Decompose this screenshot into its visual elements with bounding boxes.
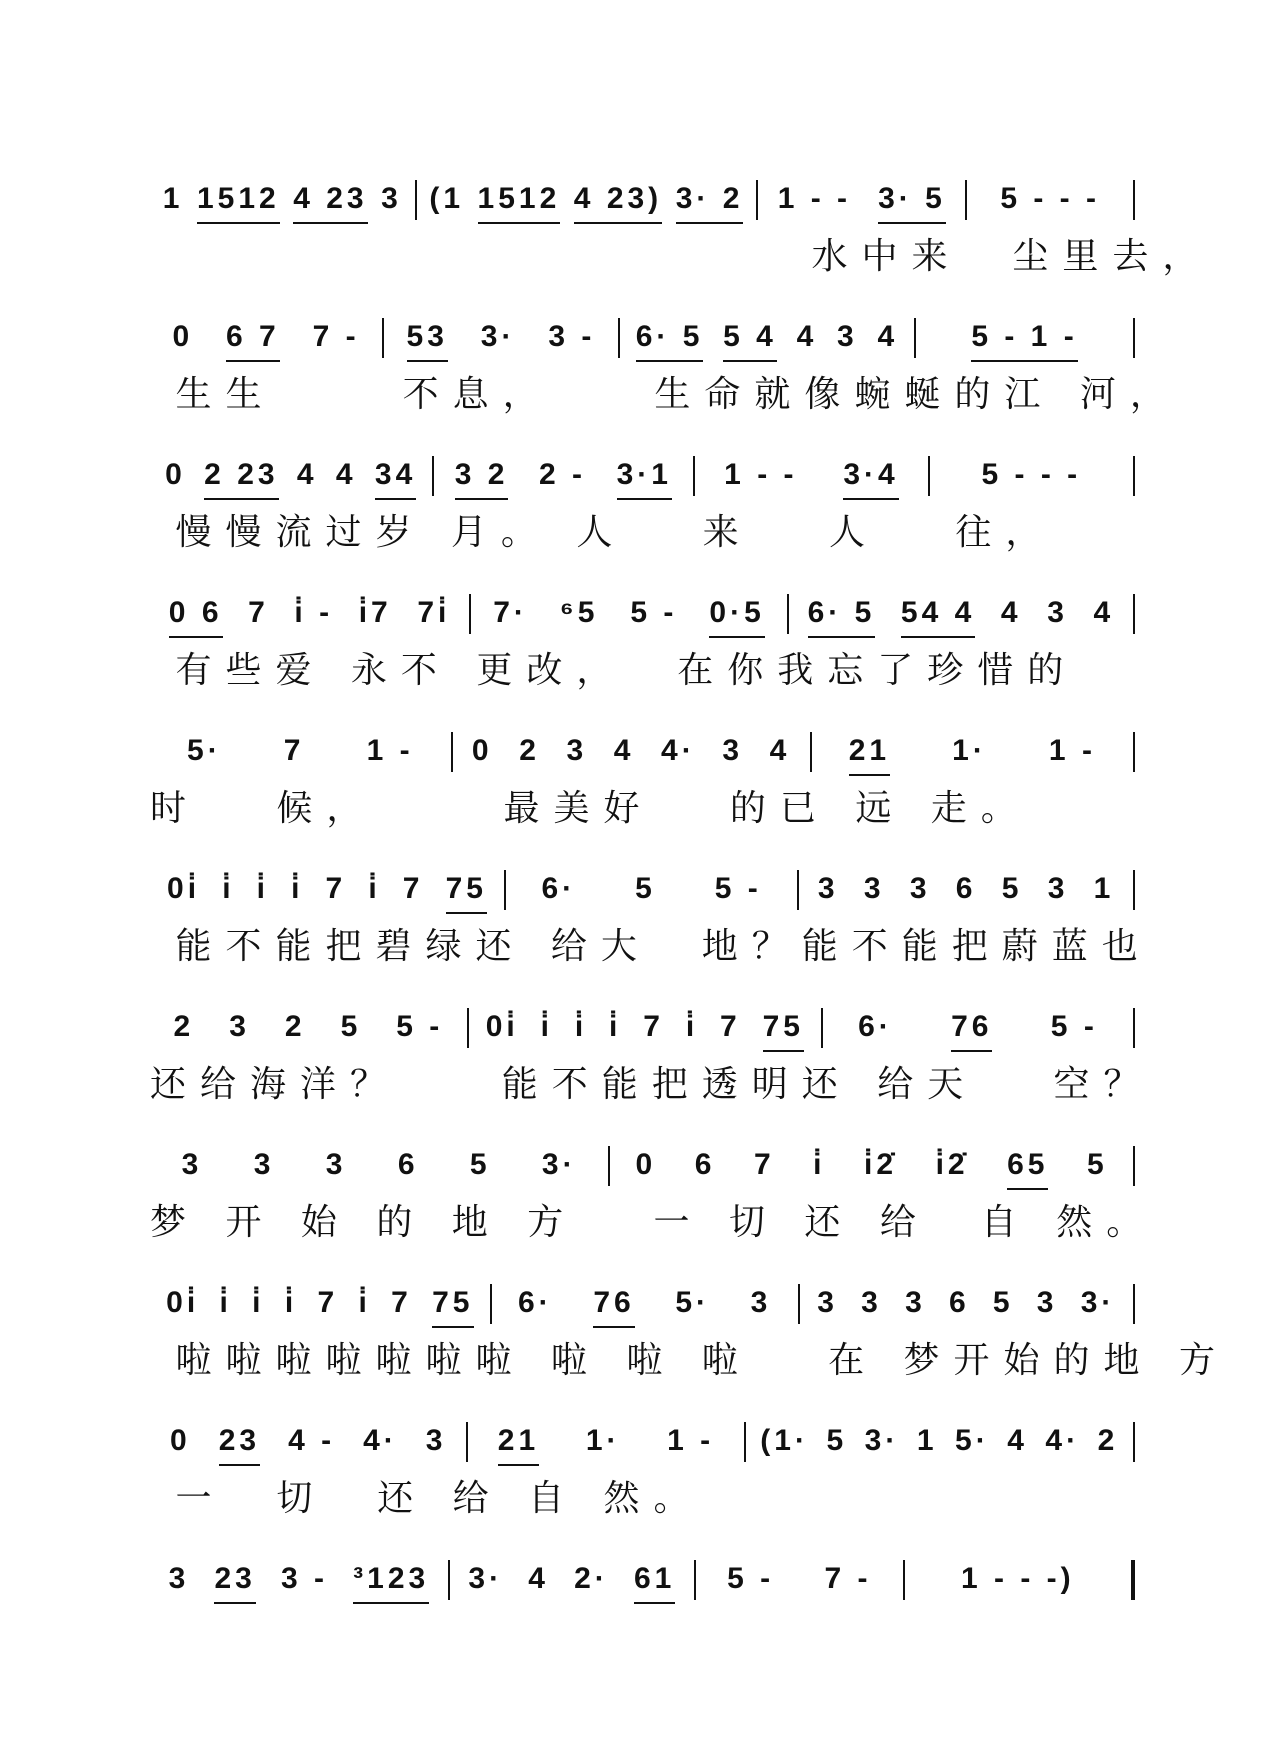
note-group: 1· — [952, 734, 987, 767]
note-group: 3 — [1047, 596, 1068, 629]
note-group: 4· — [363, 1424, 398, 1457]
measure — [469, 1000, 821, 1052]
note-group: i̇ — [685, 1010, 699, 1043]
notation-line — [150, 1552, 1135, 1604]
score-row — [150, 150, 1213, 288]
note-group: 6 — [955, 872, 977, 905]
score-row — [150, 1392, 1135, 1530]
note-group: 5 — [1001, 872, 1023, 905]
note-group: (1 — [429, 182, 465, 215]
measure — [905, 1552, 1131, 1604]
note-group: 3 — [253, 1148, 275, 1181]
notation-line — [150, 1276, 1135, 1328]
note-group: 3 — [229, 1010, 250, 1043]
measure — [620, 310, 914, 362]
barline — [1133, 180, 1135, 220]
note-group: 5· — [955, 1424, 990, 1457]
note-group: 1 — [162, 182, 184, 215]
note-group: 4 — [877, 320, 899, 353]
note-group: 4 — [613, 734, 635, 767]
lyrics-line: 水中来 尘里去， — [150, 236, 1213, 277]
note-group: 4 — [796, 320, 818, 353]
note-group: 3 — [909, 872, 931, 905]
note-group: 5 — [469, 1148, 491, 1181]
note-group: 75 — [446, 872, 487, 914]
note-group: 5 — [340, 1010, 362, 1043]
note-group: 0 — [165, 458, 186, 491]
note-group: 0i̇ — [485, 1010, 519, 1043]
notation-line — [150, 172, 1135, 224]
note-group: 3 — [905, 1286, 926, 1319]
score-row — [150, 426, 1135, 564]
note-group: 2 — [173, 1010, 195, 1043]
note-group: 6 7 — [226, 320, 280, 362]
barline — [1133, 1008, 1135, 1048]
barline — [1133, 1422, 1135, 1462]
barline — [1133, 594, 1135, 634]
note-group: 0 — [635, 1148, 657, 1181]
note-group: 1· — [585, 1424, 621, 1457]
note-group: 75 — [432, 1286, 473, 1328]
note-group: 5 - 1 - — [971, 320, 1077, 362]
notation-line — [150, 448, 1135, 500]
measure — [695, 448, 927, 500]
measure — [800, 1276, 1133, 1328]
note-group: 2· — [574, 1562, 609, 1595]
note-group: 3 — [168, 1562, 190, 1595]
note-group: i̇ — [219, 1286, 232, 1319]
lyrics-line: 能不能把碧绿还 给大 地？能不能把蔚蓝也 — [150, 926, 1152, 967]
lyrics-line: 慢慢流过岁 月。 人 来 人 往， — [150, 512, 1056, 553]
note-group: 6· — [541, 872, 577, 905]
note-group: 76 — [593, 1286, 634, 1328]
note-group: 1 - - -) — [961, 1562, 1075, 1595]
note-group: 21 — [849, 734, 890, 776]
measure — [930, 448, 1133, 500]
measure — [450, 1552, 694, 1604]
measure — [823, 1000, 1133, 1052]
measure — [150, 862, 504, 914]
note-group: 3 — [722, 734, 744, 767]
barline — [1133, 318, 1135, 358]
score-row — [150, 564, 1135, 702]
measure — [471, 586, 787, 638]
measure — [150, 1000, 467, 1052]
note-group: 5 — [992, 1286, 1014, 1319]
note-group: 3· 2 — [676, 182, 744, 224]
note-group: 3 — [1036, 1286, 1058, 1319]
note-group: 4 - — [288, 1424, 336, 1457]
music-score — [150, 150, 1229, 1668]
note-group: 4· — [1045, 1424, 1081, 1457]
notation-line — [150, 862, 1135, 914]
barline — [1133, 1146, 1135, 1186]
note-group: 1 - — [366, 734, 414, 767]
note-group: 75 — [763, 1010, 804, 1052]
measure — [150, 310, 382, 362]
measure — [150, 724, 451, 776]
measure — [150, 172, 415, 224]
note-group: 3· — [468, 1562, 504, 1595]
measure — [916, 310, 1133, 362]
note-group: i̇ — [540, 1010, 553, 1043]
note-group: 3 - — [280, 1562, 328, 1595]
note-group: 5 - — [1050, 1010, 1098, 1043]
measure — [789, 586, 1133, 638]
barline — [1133, 870, 1135, 910]
note-group: 4 — [1093, 596, 1115, 629]
note-group: 1512 — [478, 182, 561, 224]
note-group: 34 — [375, 458, 416, 500]
note-group: i̇2̇ — [864, 1148, 898, 1181]
note-group: 4 — [1007, 1424, 1028, 1457]
lyrics-line — [150, 1608, 1135, 1656]
measure — [468, 1414, 743, 1466]
note-group: ³123 — [353, 1562, 429, 1604]
note-group: 2 — [1097, 1424, 1119, 1457]
score-row — [150, 840, 1152, 978]
note-group: i̇ — [358, 1286, 371, 1319]
lyrics-line: 生生 不息， 生命就像蜿蜒的江 河， — [150, 374, 1180, 415]
measure — [150, 448, 432, 500]
lyrics-line: 啦啦啦啦啦啦啦 啦 啦 啦 在 梦开始的地 方 — [150, 1340, 1229, 1381]
lyrics-line: 梦 开 始 的 地 方 一 切 还 给 自 然。 — [150, 1202, 1157, 1243]
notation-line — [150, 586, 1135, 638]
note-group: 6 — [397, 1148, 419, 1181]
note-group: 7 — [283, 734, 305, 767]
note-group: i̇ - — [294, 596, 334, 629]
note-group: 0 — [172, 320, 194, 353]
barline — [1133, 732, 1135, 772]
note-group: 5 - — [396, 1010, 444, 1043]
note-group: 1 - — [1048, 734, 1096, 767]
note-group: 5 — [635, 872, 656, 905]
note-group: 3 — [1047, 872, 1069, 905]
score-row — [150, 1254, 1229, 1392]
note-group: 3· — [541, 1148, 577, 1181]
note-group: 1 - - — [724, 458, 798, 491]
note-group: i̇ — [291, 872, 304, 905]
note-group: 6· 5 — [636, 320, 704, 362]
note-group: 7 - — [312, 320, 360, 353]
note-group: 4 23) — [574, 182, 662, 224]
note-group: 7 — [753, 1148, 775, 1181]
note-group: 3·4 — [843, 458, 898, 500]
note-group: 0 — [170, 1424, 191, 1457]
note-group: 1512 — [197, 182, 280, 224]
note-group: 3 — [181, 1148, 203, 1181]
note-group: 7 — [720, 1010, 741, 1043]
note-group: 6· — [858, 1010, 893, 1043]
note-group: 5 4 — [723, 320, 777, 362]
note-group: 7 — [317, 1286, 339, 1319]
score-row — [150, 1116, 1157, 1254]
lyrics-line: 时 候， 最美好 的已 远 走。 — [150, 788, 1031, 829]
note-group: 3· 5 — [878, 182, 946, 224]
note-group: 3 — [817, 872, 839, 905]
note-group: 7 — [248, 596, 269, 629]
note-group: 7 — [402, 872, 424, 905]
note-group: 23 — [214, 1562, 255, 1604]
note-group: i̇ — [574, 1010, 588, 1043]
note-group: 5 - — [714, 872, 762, 905]
note-group: 4 — [769, 734, 791, 767]
note-group: 3·1 — [617, 458, 672, 500]
notation-line — [150, 1414, 1135, 1466]
note-group: i̇ — [368, 872, 381, 905]
note-group: 2 23 — [204, 458, 278, 500]
note-group: 0i̇ — [166, 1286, 200, 1319]
note-group: 3 — [837, 320, 858, 353]
note-group: 3 — [325, 1148, 347, 1181]
note-group: 2 — [284, 1010, 306, 1043]
notation-line — [150, 1138, 1135, 1190]
note-group: 5· — [675, 1286, 710, 1319]
note-group: ⁶5 — [559, 596, 599, 629]
measure — [150, 1414, 466, 1466]
note-group: 5 — [1087, 1148, 1108, 1181]
note-group: 7 - — [824, 1562, 872, 1595]
note-group: 61 — [634, 1562, 675, 1604]
note-group: 0i̇ — [167, 872, 201, 905]
note-group: 1 — [916, 1424, 938, 1457]
note-group: 76 — [951, 1010, 992, 1052]
note-group: 3 — [381, 182, 402, 215]
measure — [967, 172, 1133, 224]
note-group: 7 — [391, 1286, 412, 1319]
lyrics-line: 一 切 还 给 自 然。 — [150, 1478, 704, 1519]
measure — [506, 862, 797, 914]
notation-line — [150, 1000, 1135, 1052]
measure — [746, 1414, 1133, 1466]
score-row — [150, 1530, 1135, 1668]
final-barline — [1131, 1560, 1135, 1600]
note-group: 0·5 — [709, 596, 764, 638]
note-group: i̇ — [256, 872, 269, 905]
note-group: 5· — [187, 734, 222, 767]
note-group: 1 - — [667, 1424, 715, 1457]
score-row — [150, 978, 1154, 1116]
note-group: 2 - — [539, 458, 587, 491]
note-group: 7i̇ — [417, 596, 451, 629]
note-group: 65 — [1007, 1148, 1048, 1190]
lyrics-line: 有些爱 永不 更改， 在你我忘了珍惜的 — [150, 650, 1078, 691]
note-group: 3 — [817, 1286, 838, 1319]
note-group: 6· — [518, 1286, 553, 1319]
measure — [417, 172, 757, 224]
note-group: 23 — [219, 1424, 260, 1466]
measure — [150, 1552, 448, 1604]
measure — [150, 1138, 608, 1190]
note-group: 53 — [407, 320, 448, 362]
note-group: 5 — [826, 1424, 848, 1457]
note-group: 7 — [643, 1010, 664, 1043]
note-group: 6 — [948, 1286, 970, 1319]
note-group: 7 — [325, 872, 347, 905]
note-group: 21 — [498, 1424, 539, 1466]
note-group: i̇7 — [358, 596, 392, 629]
note-group: 4 — [1000, 596, 1022, 629]
note-group: 3 - — [548, 320, 596, 353]
note-group: i̇ — [284, 1286, 298, 1319]
measure — [799, 862, 1133, 914]
note-group: 5 - - - — [1000, 182, 1100, 215]
note-group: 3 — [750, 1286, 772, 1319]
note-group: 4 — [528, 1562, 549, 1595]
note-group: 5 - - - — [981, 458, 1082, 491]
note-group: 3 — [425, 1424, 447, 1457]
lyrics-line: 还给海洋？ 能不能把透明还 给天 空？ — [150, 1064, 1154, 1105]
measure — [453, 724, 810, 776]
note-group: 6 — [694, 1148, 716, 1181]
notation-line — [150, 310, 1135, 362]
note-group: 1 - - — [777, 182, 852, 215]
measure — [384, 310, 618, 362]
note-group: 6· 5 — [808, 596, 876, 638]
note-group: 3 2 — [455, 458, 509, 500]
note-group: 4· — [661, 734, 696, 767]
note-group: 1 — [1093, 872, 1115, 905]
note-group: 4 — [335, 458, 357, 491]
score-row — [150, 288, 1180, 426]
measure — [696, 1552, 903, 1604]
note-group: 4 — [296, 458, 318, 491]
note-group: i̇ — [222, 872, 235, 905]
note-group: (1· — [760, 1424, 809, 1457]
note-group: i̇ — [813, 1148, 826, 1181]
note-group: 7· — [493, 596, 528, 629]
note-group: i̇ — [609, 1010, 622, 1043]
note-group: 5 - — [630, 596, 678, 629]
measure — [758, 172, 965, 224]
score-row — [150, 702, 1135, 840]
note-group: 4 23 — [293, 182, 367, 224]
note-group: 54 4 — [901, 596, 975, 638]
note-group: 3 — [861, 1286, 882, 1319]
note-group: 3· — [864, 1424, 900, 1457]
measure — [434, 448, 694, 500]
note-group: 3 — [566, 734, 588, 767]
notation-line — [150, 724, 1135, 776]
note-group: 3· — [1080, 1286, 1116, 1319]
note-group: 5 - — [727, 1562, 775, 1595]
barline — [1133, 456, 1135, 496]
note-group: 0 — [471, 734, 493, 767]
measure — [492, 1276, 798, 1328]
measure — [150, 1276, 490, 1328]
note-group: 2 — [519, 734, 540, 767]
barline — [1133, 1284, 1135, 1324]
note-group: i̇ — [252, 1286, 265, 1319]
note-group: i̇2̇ — [935, 1148, 969, 1181]
note-group: 3· — [480, 320, 516, 353]
note-group: 3 — [863, 872, 885, 905]
measure — [812, 724, 1133, 776]
measure — [150, 586, 469, 638]
measure — [610, 1138, 1133, 1190]
note-group: 0 6 — [169, 596, 223, 638]
